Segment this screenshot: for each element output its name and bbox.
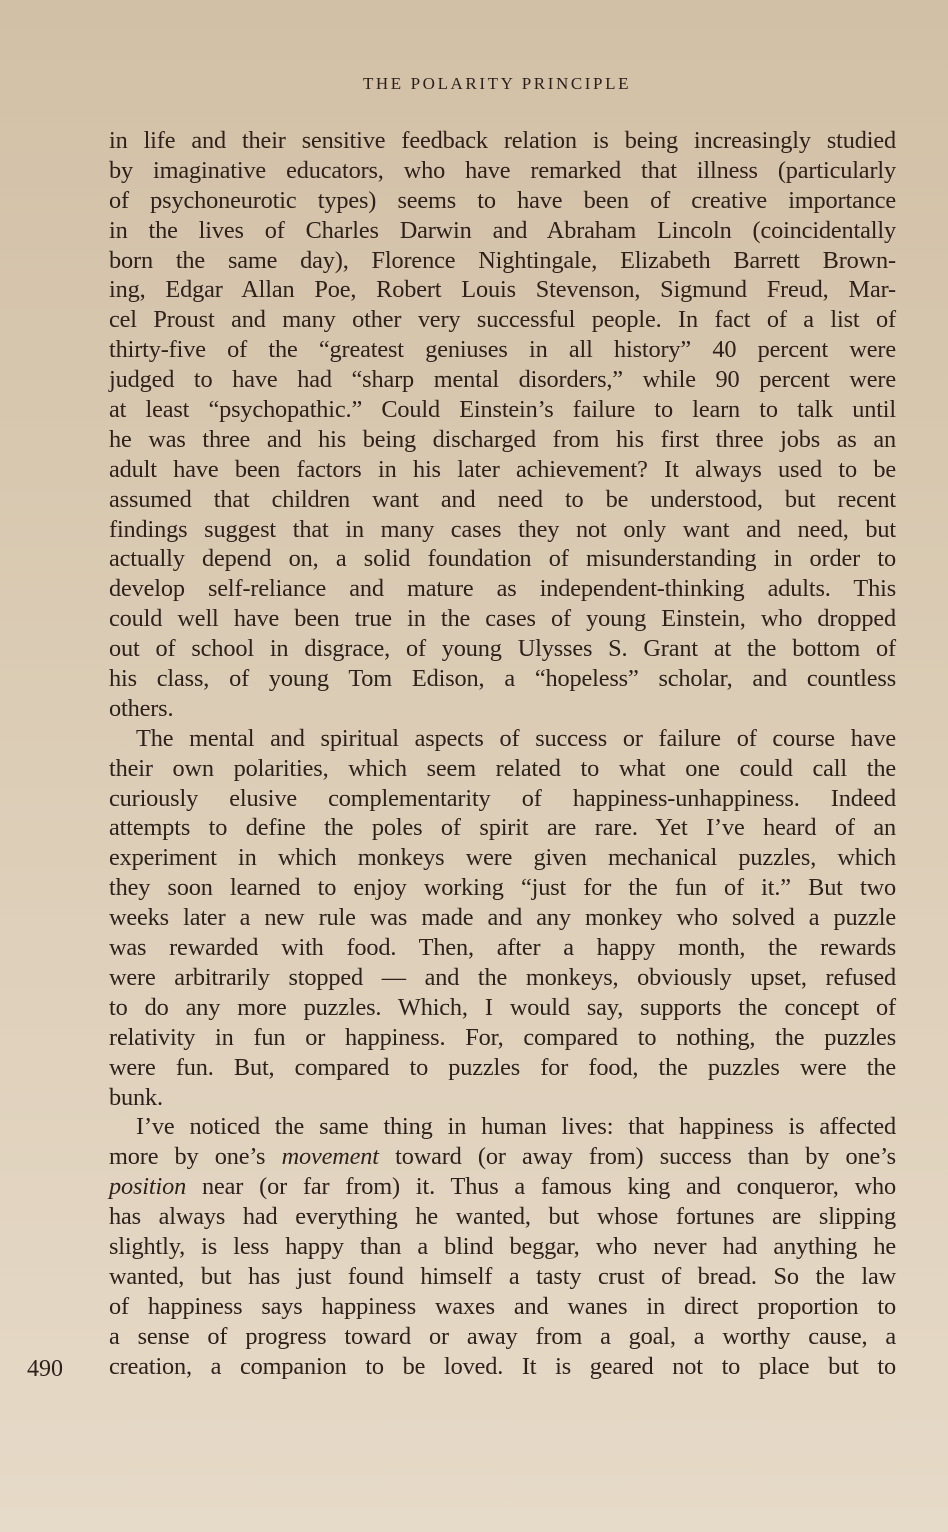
paragraph (109, 1112, 896, 1381)
text-line: bunk. (109, 1083, 163, 1111)
text-line: weeks later a new rule was made and any monkey who solved a puzzle (109, 904, 896, 932)
text-line: out of school in disgrace, of young Ulysses S. Grant at the bottom of (109, 635, 896, 663)
text-line: born the same day), Florence Nightingale, Elizabeth Barrett Brown- (109, 246, 896, 274)
text-line: at least “psychopathic.” Could Einstein’s failure to learn to talk until (109, 396, 896, 424)
paragraph (109, 126, 896, 724)
text-line: his class, of young Tom Edison, a “hopeless” scholar, and countless (109, 665, 896, 693)
text-line: relativity in fun or happiness. For, compared to nothing, the puzzles (109, 1023, 896, 1051)
text-line: by imaginative educators, who have remarked that illness (particularly (109, 156, 896, 184)
paragraph (109, 724, 896, 1113)
text-line: attempts to define the poles of spirit are rare. Yet I’ve heard of an (109, 814, 896, 842)
text-line: curiously elusive complementarity of happiness-unhappiness. Indeed (109, 784, 896, 812)
text-line: was rewarded with food. Then, after a happy month, the rewards (109, 934, 896, 962)
text-line: The mental and spiritual aspects of success or failure of course have (136, 724, 896, 752)
text-line: judged to have had “sharp mental disorders,” while 90 percent were (109, 366, 896, 394)
text-line: wanted, but has just found himself a tasty crust of bread. So the law (109, 1262, 896, 1290)
text-line: creation, a companion to be loved. It is geared not to place but to (109, 1352, 896, 1380)
text-line: were fun. But, compared to puzzles for food, the puzzles were the (109, 1053, 896, 1081)
text-line: could well have been true in the cases of young Einstein, who dropped (109, 605, 896, 633)
text-line: I’ve noticed the same thing in human lives: that happiness is affected (136, 1113, 896, 1141)
body-text (109, 126, 896, 1381)
text-line: cel Proust and many other very successful people. In fact of a list of (109, 306, 896, 334)
text-line: of happiness says happiness waxes and wanes in direct proportion to (109, 1292, 896, 1320)
text-line: in the lives of Charles Darwin and Abraham Lincoln (coincidentally (109, 216, 896, 244)
emphasized-word: position (109, 1173, 187, 1201)
text-line: to do any more puzzles. Which, I would say, supports the concept of (109, 993, 896, 1021)
text-line: develop self-reliance and mature as independent-thinking adults. This (109, 575, 896, 603)
text-line: ing, Edgar Allan Poe, Robert Louis Stevenson, Sigmund Freud, Mar- (109, 276, 896, 304)
text-line: adult have been factors in his later achievement? It always used to be (109, 455, 896, 483)
text-line: were arbitrarily stopped — and the monkeys, obviously upset, refused (109, 963, 896, 991)
emphasized-word: movement (281, 1143, 379, 1171)
text-line: others. (109, 694, 174, 722)
text-line: of psychoneurotic types) seems to have been of creative importance (109, 186, 896, 214)
text-line: a sense of progress toward or away from a goal, a worthy cause, a (109, 1322, 896, 1350)
text-line: he was three and his being discharged from his first three jobs as an (109, 425, 896, 453)
page-number: 490 (27, 1356, 63, 1382)
text-line: their own polarities, which seem related to what one could call the (109, 754, 896, 782)
text-line: thirty-five of the “greatest geniuses in all history” 40 percent were (109, 336, 896, 364)
text-line: slightly, is less happy than a blind beggar, who never had anything he (109, 1232, 896, 1260)
text-line: findings suggest that in many cases they not only want and need, but (109, 515, 896, 543)
text-line: position near (or far from) it. Thus a famous king and conqueror, who (109, 1173, 896, 1201)
text-line: experiment in which monkeys were given mechanical puzzles, which (109, 844, 896, 872)
text-line: actually depend on, a solid foundation of misunderstanding in order to (109, 545, 896, 573)
running-head: THE POLARITY PRINCIPLE (362, 74, 632, 93)
text-line: in life and their sensitive feedback relation is being increasingly studied (109, 127, 896, 154)
text-line: they soon learned to enjoy working “just for the fun of it.” But two (109, 874, 896, 902)
text-line: assumed that children want and need to be understood, but recent (109, 485, 896, 513)
text-line: more by one’s movement toward (or away from) success than by one’s (109, 1143, 896, 1171)
text-line: has always had everything he wanted, but whose fortunes are slipping (109, 1203, 896, 1231)
